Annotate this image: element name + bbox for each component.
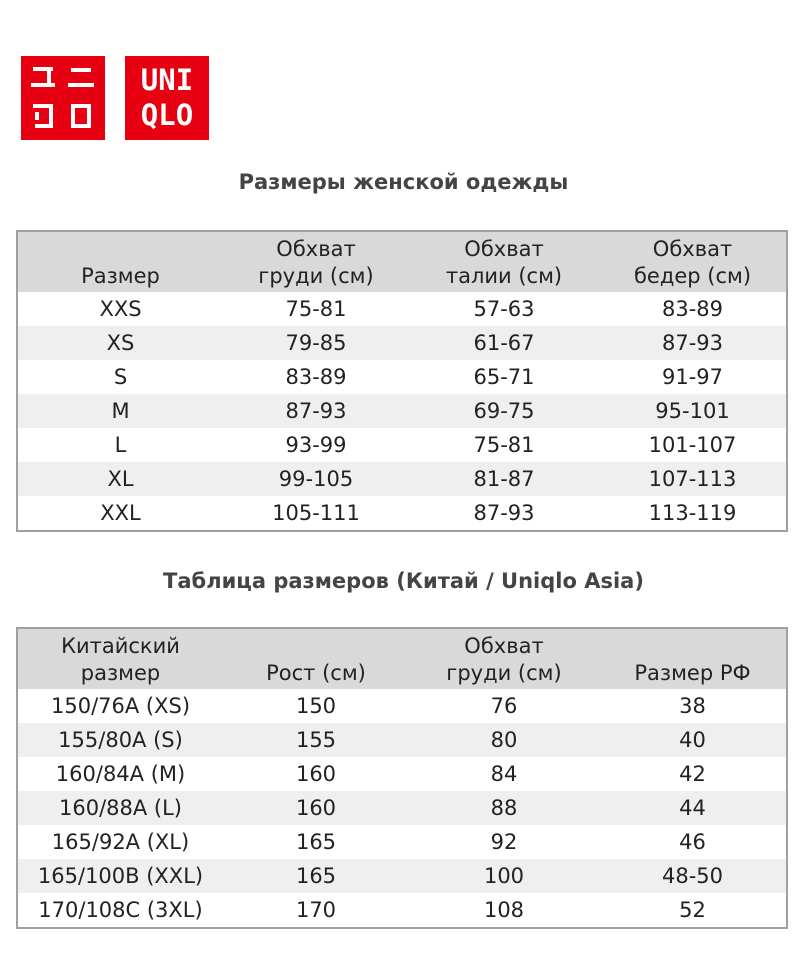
table-row: [17, 496, 787, 531]
china-size-table: [16, 627, 788, 929]
table-row: [17, 791, 787, 825]
katakana-logo-svg: [21, 56, 105, 140]
header-height-label: Рост (см): [266, 661, 366, 685]
header-rf-size: [599, 628, 787, 689]
header-rf-size-label: Размер РФ: [634, 661, 751, 685]
header-chest: [409, 628, 599, 689]
logo-text-line-2: QLO: [140, 98, 194, 132]
table-cell: 46: [679, 830, 706, 854]
table-cell: 105-111: [272, 501, 360, 525]
table-cell: XL: [17, 462, 223, 496]
table-cell: 155: [223, 723, 409, 757]
table-cell: 101-107: [648, 433, 737, 457]
header-size: [17, 231, 223, 292]
header-height: [223, 628, 409, 689]
table-cell: 44: [599, 791, 787, 825]
table-cell: 48-50: [599, 859, 787, 893]
table-cell: XXL: [100, 501, 141, 525]
table-cell: 84: [490, 762, 518, 786]
header-china-size: [17, 628, 223, 689]
table-row: [17, 462, 787, 496]
table-cell: 40: [599, 723, 787, 757]
header-china-size-line2: размер: [80, 661, 161, 685]
table-cell: 113-119: [648, 501, 737, 525]
table-cell: 160: [223, 791, 409, 825]
women-size-table: [16, 230, 788, 532]
table-cell: 160/84A (M): [55, 762, 186, 786]
table-cell: 93-99: [285, 433, 347, 457]
table-header-row: [17, 628, 787, 689]
table-cell: 99-105: [223, 462, 409, 496]
table-cell: 170/108C (3XL): [38, 898, 203, 922]
table-cell: 80: [409, 723, 599, 757]
header-waist: [409, 231, 599, 292]
table-cell: 69-75: [409, 394, 599, 428]
header-size-label: Размер: [81, 264, 160, 288]
table-cell: 87-93: [473, 501, 535, 525]
header-waist-line1: Обхват: [464, 237, 544, 261]
table-header-row: [17, 231, 787, 292]
table-row: [17, 825, 787, 859]
table-cell: 87-93: [599, 326, 787, 360]
table-cell: L: [114, 433, 127, 457]
table-cell: 160: [295, 762, 337, 786]
table-row: [17, 723, 787, 757]
table-cell: 75-81: [285, 297, 347, 321]
table-cell: 150: [295, 694, 337, 718]
table-cell: 83-89: [285, 365, 347, 389]
china-size-table-title: Таблица размеров (Китай / Uniqlo Asia): [163, 569, 644, 593]
table-row: [17, 757, 787, 791]
table-cell: 42: [679, 762, 706, 786]
table-cell: 81-87: [409, 462, 599, 496]
table-cell: M: [17, 394, 223, 428]
table-cell: 87-93: [223, 394, 409, 428]
header-chest-line1: Обхват: [464, 634, 544, 658]
table-cell: 65-71: [473, 365, 535, 389]
table-cell: 155/80A (S): [17, 723, 223, 757]
table-row: [17, 326, 787, 360]
table-cell: 107-113: [599, 462, 787, 496]
header-waist-line2: талии (см): [445, 264, 563, 288]
table-cell: 165: [295, 830, 337, 854]
header-chest: [223, 231, 409, 292]
header-chest-line2: груди (см): [258, 264, 374, 288]
table-cell: 165: [223, 859, 409, 893]
table-cell: 160/88A (L): [17, 791, 223, 825]
table-cell: 75-81: [473, 433, 535, 457]
table-cell: 38: [679, 694, 706, 718]
table-cell: S: [113, 365, 128, 389]
table-row: [17, 394, 787, 428]
table-cell: 76: [490, 694, 518, 718]
header-hips: [599, 231, 787, 292]
table-cell: 108: [483, 898, 525, 922]
table-cell: XXS: [99, 297, 142, 321]
header-chest-line1: Обхват: [276, 237, 356, 261]
uniqlo-latin-logo: [125, 56, 209, 140]
table-cell: 100: [409, 859, 599, 893]
logo-text-line-1: UNI: [140, 63, 194, 97]
table-cell: 92: [490, 830, 518, 854]
uniqlo-katakana-logo-icon: [21, 56, 105, 140]
table-cell: XS: [17, 326, 223, 360]
table-cell: 91-97: [661, 365, 724, 389]
table-cell: 52: [679, 898, 706, 922]
table-row: [17, 859, 787, 893]
women-size-table-title: Размеры женской одежды: [238, 170, 569, 194]
table-row: [17, 893, 787, 928]
table-cell: 95-101: [599, 394, 787, 428]
header-china-size-line1: Китайский: [61, 634, 180, 658]
table-cell: 150/76A (XS): [50, 694, 191, 718]
table-cell: 57-63: [473, 297, 535, 321]
header-chest-line2: груди (см): [446, 661, 562, 685]
table-row: [17, 292, 787, 326]
table-row: [17, 428, 787, 462]
table-cell: 170: [295, 898, 337, 922]
header-hips-line2: бедер (см): [633, 264, 752, 288]
table-cell: 165/92A (XL): [51, 830, 190, 854]
table-cell: 79-85: [223, 326, 409, 360]
table-row: [17, 360, 787, 394]
table-cell: 88: [409, 791, 599, 825]
table-cell: 61-67: [409, 326, 599, 360]
table-cell: 83-89: [661, 297, 724, 321]
table-cell: 165/100B (XXL): [17, 859, 223, 893]
header-hips-line1: Обхват: [652, 237, 733, 261]
table-row: [17, 689, 787, 723]
